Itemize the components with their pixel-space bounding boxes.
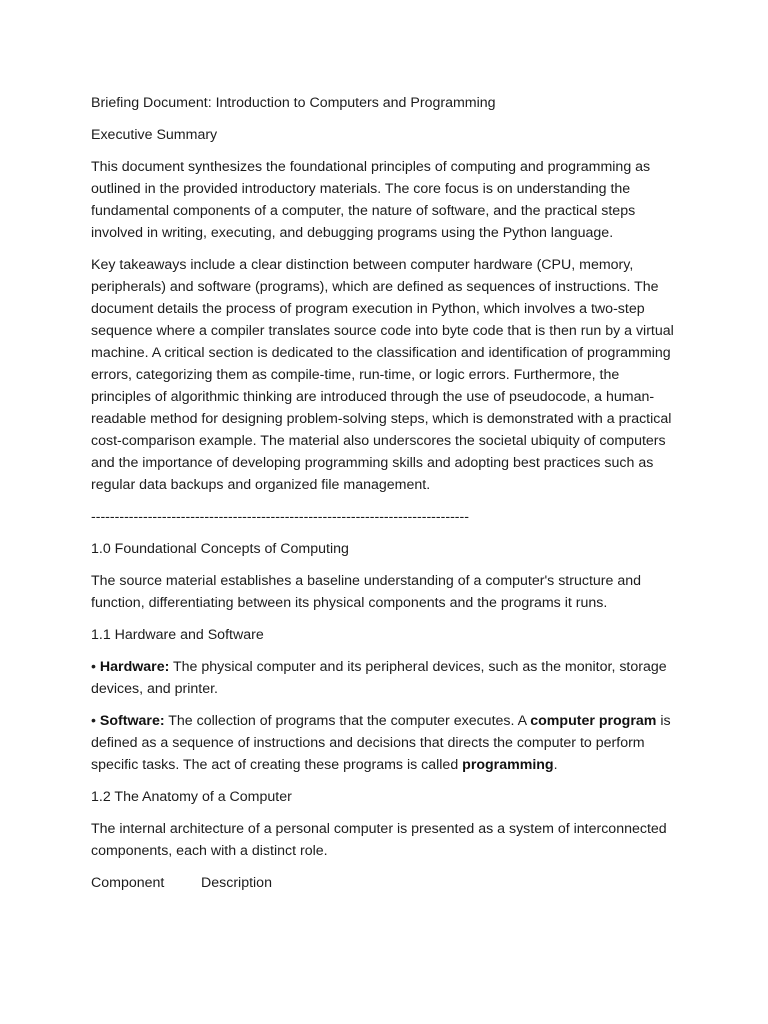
document-title: Briefing Document: Introduction to Computers and Programming: [91, 95, 496, 111]
component-table-header: [91, 872, 676, 894]
section-1-2-heading: 1.2 The Anatomy of a Computer: [91, 789, 292, 805]
summary-paragraph-2: Key takeaways include a clear distinction between computer hardware (CPU, memory, peripherals) and software (programs), which are defined as sequences of instructions. The document details the process of program execution in Python, which involves a two-step sequence where a compiler translates source code into byte code that is then run by a virtual machine. A critical section is dedicated to the classification and identification of programming errors, categorizing them as compile-time, run-time, or logic errors. Furthermore, the principles of algorithmic thinking are introduced through the use of pseudocode, a human-readable method for designing problem-solving steps, which is demonstrated with a practical cost-comparison example. The material also underscores the societal ubiquity of computers and the importance of developing programming skills and adopting best practices such as regular data backups and organized file management.: [91, 257, 674, 493]
hardware-bullet-item: [91, 656, 676, 700]
table-header-description: Description: [201, 875, 272, 891]
table-header-component: Component: [91, 875, 165, 891]
executive-summary-heading: Executive Summary: [91, 127, 218, 143]
software-bullet-item: [91, 710, 676, 776]
section-1-2-intro: The internal architecture of a personal computer is presented as a system of interconnected components, each with a distinct role.: [91, 821, 667, 859]
computer-program-term: computer program: [530, 713, 657, 729]
summary-paragraph-1: This document synthesizes the foundational principles of computing and programming as outlined in the provided introductory materials. The core focus is on understanding the fundamental components of a computer, the nature of software, and the practical steps involved in writing, executing, and debugging programs using the Python language.: [91, 159, 651, 241]
bullet: •: [91, 659, 96, 675]
section-1-heading: 1.0 Foundational Concepts of Computing: [91, 541, 349, 557]
software-definition-part-1: The collection of programs that the computer executes. A: [164, 713, 531, 729]
hardware-definition: The physical computer and its peripheral devices, such as the monitor, storage devices, and printer.: [91, 659, 667, 697]
software-term: Software:: [99, 713, 165, 729]
programming-term: programming: [462, 757, 554, 773]
section-1-1-heading: 1.1 Hardware and Software: [91, 627, 264, 643]
section-divider: --------------------------------------------------------------------------------: [91, 509, 469, 525]
software-definition-part-2: is defined as a sequence of instructions and decisions that directs the computer to perform specific tasks. The act of creating these programs is called: [91, 713, 671, 773]
software-definition-end: .: [553, 757, 558, 773]
bullet: •: [91, 713, 96, 729]
section-1-intro: The source material establishes a baseline understanding of a computer's structure and function, differentiating between its physical components and the programs it runs.: [91, 573, 642, 611]
hardware-term: Hardware:: [99, 659, 170, 675]
